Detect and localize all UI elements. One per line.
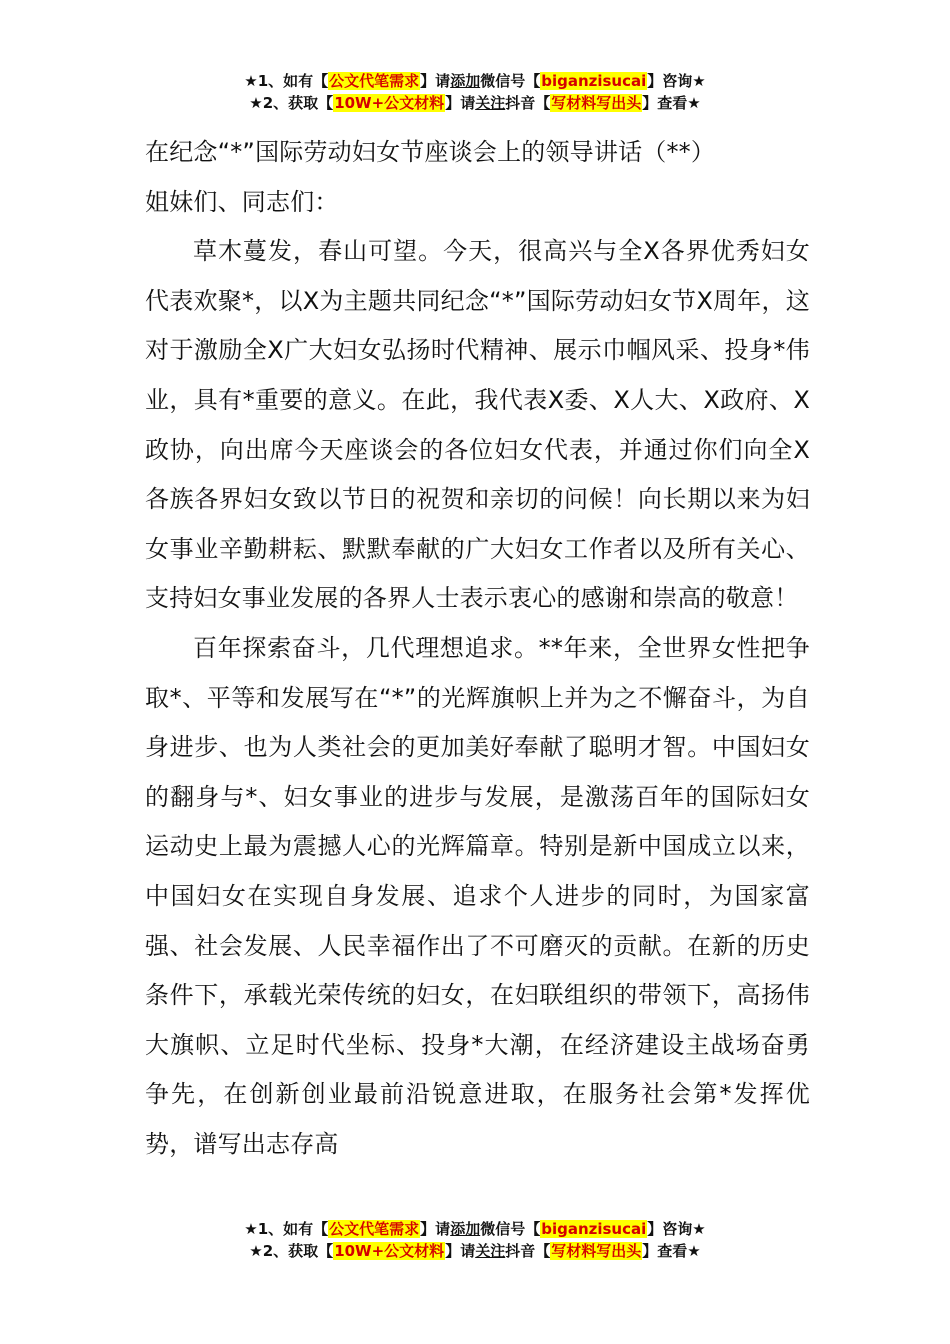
promo-text: 抖音【 — [505, 94, 551, 112]
document-body — [145, 128, 810, 1169]
promo-emphasis: 关注 — [475, 94, 506, 112]
promo-line-2 — [0, 92, 950, 114]
paragraph-1: 草木蔓发，春山可望。今天，很高兴与全X各界优秀妇女代表欢聚*，以X为主题共同纪念“*”国际劳动妇女节X周年，这对于激励全X广大妇女弘扬时代精神、展示巾帼风采、投身*伟业，具有*重要的意义。在此，我代表X委、X人大、X政府、X政协，向出席今天座谈会的各位妇女代表，并通过你们向全X各族各界妇女致以节日的祝贺和亲切的问候！向长期以来为妇女事业辛勤耕耘、默默奉献的广大妇女工作者以及所有关心、支持妇女事业发展的各界人士表示衷心的感谢和崇高的敬意！ — [145, 237, 810, 613]
promo-text: 】查看★ — [642, 1242, 701, 1260]
promo-text: ★1、如有【 — [244, 72, 329, 90]
promo-douyin-id: 写材料写出头 — [551, 1242, 642, 1260]
promo-line-1 — [0, 70, 950, 92]
promo-line-1 — [0, 1218, 950, 1240]
promo-highlight: 10W+公文材料 — [334, 94, 445, 112]
promo-text: 】请 — [420, 1220, 451, 1238]
promo-line-2 — [0, 1240, 950, 1262]
paragraph-2: 百年探索奋斗，几代理想追求。**年来，全世界女性把争取*、平等和发展写在“*”的光辉旗帜上并为之不懈奋斗，为自身进步、也为人类社会的更加美好奉献了聪明才智。中国妇女的翻身与*、妇女事业的进步与发展，是激荡百年的国际妇女运动史上最为震撼人心的光辉篇章。特别是新中国成立以来，中国妇女在实现自身发展、追求个人进步的同时，为国家富强、社会发展、人民幸福作出了不可磨灭的贡献。在新的历史条件下，承载光荣传统的妇女，在妇联组织的带领下，高扬伟大旗帜、立足时代坐标、投身*大潮，在经济建设主战场奋勇争先，在创新创业最前沿锐意进取，在服务社会第*发挥优势，谱写出志存高 — [145, 633, 810, 1158]
promo-emphasis: 添加 — [450, 1220, 481, 1238]
promo-emphasis: 添加 — [450, 72, 481, 90]
promo-text: 】请 — [445, 94, 476, 112]
promo-emphasis: 关注 — [475, 1242, 506, 1260]
salutation: 姐妹们、同志们： — [145, 187, 339, 216]
promo-highlight: 公文代笔需求 — [329, 72, 420, 90]
promo-highlight: 公文代笔需求 — [329, 1220, 420, 1238]
promo-text: 微信号【 — [480, 72, 541, 90]
promo-text: 】请 — [445, 1242, 476, 1260]
promo-wechat-id: biganzisucai — [541, 1220, 647, 1238]
promo-text: 微信号【 — [480, 1220, 541, 1238]
promo-banner-bottom — [0, 1218, 950, 1262]
promo-wechat-id: biganzisucai — [541, 72, 647, 90]
promo-text: 】请 — [420, 72, 451, 90]
promo-text: 】查看★ — [642, 94, 701, 112]
promo-text: ★2、获取【 — [249, 1242, 334, 1260]
promo-text: 】咨询★ — [647, 1220, 706, 1238]
document-title: 在纪念“*”国际劳动妇女节座谈会上的领导讲话（**） — [145, 138, 716, 166]
promo-text: ★1、如有【 — [244, 1220, 329, 1238]
promo-banner-top — [0, 70, 950, 114]
promo-text: ★2、获取【 — [249, 94, 334, 112]
promo-text: 】咨询★ — [647, 72, 706, 90]
promo-douyin-id: 写材料写出头 — [551, 94, 642, 112]
promo-text: 抖音【 — [505, 1242, 551, 1260]
promo-highlight: 10W+公文材料 — [334, 1242, 445, 1260]
